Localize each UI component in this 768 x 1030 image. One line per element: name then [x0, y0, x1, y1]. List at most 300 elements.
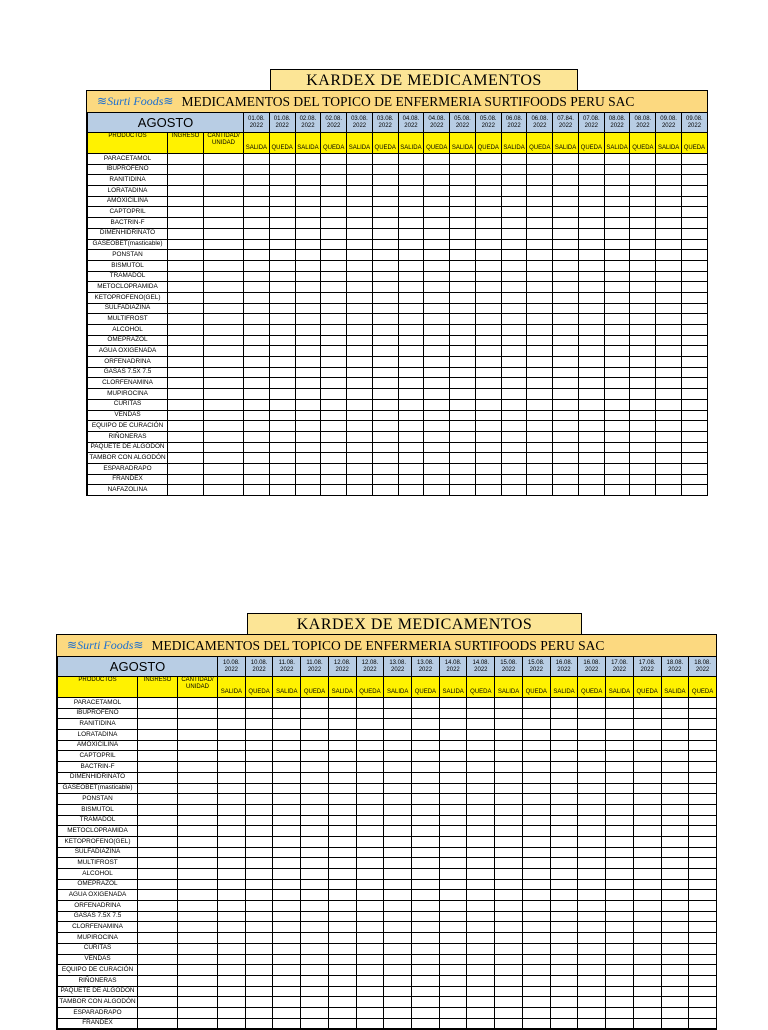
- entry-cell[interactable]: [606, 911, 634, 922]
- entry-cell[interactable]: [328, 975, 356, 986]
- entry-cell[interactable]: [356, 730, 384, 741]
- entry-cell[interactable]: [553, 218, 579, 229]
- entry-cell[interactable]: [656, 367, 682, 378]
- entry-cell[interactable]: [398, 175, 424, 186]
- entry-cell[interactable]: [661, 943, 689, 954]
- entry-cell[interactable]: [295, 485, 321, 496]
- entry-cell[interactable]: [245, 922, 273, 933]
- entry-cell[interactable]: [178, 1007, 218, 1018]
- entry-cell[interactable]: [553, 186, 579, 197]
- entry-cell[interactable]: [384, 858, 412, 869]
- entry-cell[interactable]: [682, 282, 708, 293]
- entry-cell[interactable]: [682, 431, 708, 442]
- entry-cell[interactable]: [328, 772, 356, 783]
- entry-cell[interactable]: [328, 858, 356, 869]
- entry-cell[interactable]: [439, 965, 467, 976]
- entry-cell[interactable]: [522, 847, 550, 858]
- entry-cell[interactable]: [295, 260, 321, 271]
- entry-cell[interactable]: [656, 357, 682, 368]
- entry-cell[interactable]: [578, 164, 604, 175]
- entry-cell[interactable]: [495, 847, 523, 858]
- entry-cell[interactable]: [424, 421, 450, 432]
- entry-cell[interactable]: [204, 239, 244, 250]
- entry-cell[interactable]: [328, 954, 356, 965]
- entry-cell[interactable]: [412, 933, 440, 944]
- entry-cell[interactable]: [178, 986, 218, 997]
- entry-cell[interactable]: [553, 421, 579, 432]
- entry-cell[interactable]: [273, 836, 301, 847]
- entry-cell[interactable]: [384, 1007, 412, 1018]
- entry-cell[interactable]: [301, 965, 329, 976]
- entry-cell[interactable]: [218, 922, 246, 933]
- entry-cell[interactable]: [467, 698, 495, 709]
- entry-cell[interactable]: [138, 847, 178, 858]
- entry-cell[interactable]: [269, 175, 295, 186]
- entry-cell[interactable]: [522, 890, 550, 901]
- entry-cell[interactable]: [656, 250, 682, 261]
- entry-cell[interactable]: [328, 1018, 356, 1029]
- entry-cell[interactable]: [269, 314, 295, 325]
- entry-cell[interactable]: [553, 282, 579, 293]
- entry-cell[interactable]: [633, 911, 661, 922]
- entry-cell[interactable]: [356, 901, 384, 912]
- entry-cell[interactable]: [522, 954, 550, 965]
- entry-cell[interactable]: [273, 762, 301, 773]
- entry-cell[interactable]: [347, 485, 373, 496]
- entry-cell[interactable]: [630, 346, 656, 357]
- entry-cell[interactable]: [439, 858, 467, 869]
- entry-cell[interactable]: [412, 922, 440, 933]
- entry-cell[interactable]: [301, 911, 329, 922]
- entry-cell[interactable]: [424, 218, 450, 229]
- entry-cell[interactable]: [501, 367, 527, 378]
- entry-cell[interactable]: [245, 975, 273, 986]
- entry-cell[interactable]: [356, 869, 384, 880]
- entry-cell[interactable]: [168, 271, 204, 282]
- entry-cell[interactable]: [553, 250, 579, 261]
- entry-cell[interactable]: [661, 975, 689, 986]
- entry-cell[interactable]: [245, 719, 273, 730]
- entry-cell[interactable]: [301, 943, 329, 954]
- entry-cell[interactable]: [245, 933, 273, 944]
- entry-cell[interactable]: [384, 826, 412, 837]
- entry-cell[interactable]: [347, 218, 373, 229]
- entry-cell[interactable]: [398, 218, 424, 229]
- entry-cell[interactable]: [321, 282, 347, 293]
- entry-cell[interactable]: [578, 751, 606, 762]
- entry-cell[interactable]: [295, 463, 321, 474]
- entry-cell[interactable]: [550, 1007, 578, 1018]
- entry-cell[interactable]: [527, 453, 553, 464]
- entry-cell[interactable]: [328, 869, 356, 880]
- entry-cell[interactable]: [630, 207, 656, 218]
- entry-cell[interactable]: [269, 474, 295, 485]
- entry-cell[interactable]: [578, 325, 604, 336]
- entry-cell[interactable]: [138, 783, 178, 794]
- entry-cell[interactable]: [633, 997, 661, 1008]
- entry-cell[interactable]: [439, 986, 467, 997]
- entry-cell[interactable]: [604, 282, 630, 293]
- entry-cell[interactable]: [604, 389, 630, 400]
- entry-cell[interactable]: [178, 740, 218, 751]
- entry-cell[interactable]: [527, 303, 553, 314]
- entry-cell[interactable]: [501, 431, 527, 442]
- entry-cell[interactable]: [245, 858, 273, 869]
- entry-cell[interactable]: [412, 762, 440, 773]
- entry-cell[interactable]: [384, 740, 412, 751]
- entry-cell[interactable]: [467, 943, 495, 954]
- entry-cell[interactable]: [412, 954, 440, 965]
- entry-cell[interactable]: [273, 911, 301, 922]
- entry-cell[interactable]: [347, 260, 373, 271]
- entry-cell[interactable]: [578, 879, 606, 890]
- entry-cell[interactable]: [550, 901, 578, 912]
- entry-cell[interactable]: [301, 772, 329, 783]
- entry-cell[interactable]: [689, 719, 717, 730]
- entry-cell[interactable]: [273, 698, 301, 709]
- entry-cell[interactable]: [295, 239, 321, 250]
- entry-cell[interactable]: [527, 399, 553, 410]
- entry-cell[interactable]: [138, 911, 178, 922]
- entry-cell[interactable]: [439, 740, 467, 751]
- entry-cell[interactable]: [527, 154, 553, 165]
- entry-cell[interactable]: [218, 762, 246, 773]
- entry-cell[interactable]: [656, 164, 682, 175]
- entry-cell[interactable]: [630, 292, 656, 303]
- entry-cell[interactable]: [424, 463, 450, 474]
- entry-cell[interactable]: [347, 378, 373, 389]
- entry-cell[interactable]: [138, 922, 178, 933]
- entry-cell[interactable]: [356, 933, 384, 944]
- entry-cell[interactable]: [550, 794, 578, 805]
- entry-cell[interactable]: [328, 965, 356, 976]
- entry-cell[interactable]: [553, 303, 579, 314]
- entry-cell[interactable]: [527, 410, 553, 421]
- entry-cell[interactable]: [347, 453, 373, 464]
- entry-cell[interactable]: [553, 196, 579, 207]
- entry-cell[interactable]: [384, 954, 412, 965]
- entry-cell[interactable]: [347, 431, 373, 442]
- entry-cell[interactable]: [178, 762, 218, 773]
- entry-cell[interactable]: [633, 922, 661, 933]
- entry-cell[interactable]: [450, 421, 476, 432]
- entry-cell[interactable]: [682, 357, 708, 368]
- entry-cell[interactable]: [244, 474, 270, 485]
- entry-cell[interactable]: [467, 708, 495, 719]
- entry-cell[interactable]: [295, 389, 321, 400]
- entry-cell[interactable]: [372, 357, 398, 368]
- entry-cell[interactable]: [578, 421, 604, 432]
- entry-cell[interactable]: [578, 943, 606, 954]
- entry-cell[interactable]: [347, 357, 373, 368]
- entry-cell[interactable]: [424, 335, 450, 346]
- entry-cell[interactable]: [244, 357, 270, 368]
- entry-cell[interactable]: [439, 997, 467, 1008]
- entry-cell[interactable]: [138, 1018, 178, 1029]
- entry-cell[interactable]: [204, 378, 244, 389]
- entry-cell[interactable]: [661, 762, 689, 773]
- entry-cell[interactable]: [682, 228, 708, 239]
- entry-cell[interactable]: [633, 933, 661, 944]
- entry-cell[interactable]: [273, 1007, 301, 1018]
- entry-cell[interactable]: [295, 154, 321, 165]
- entry-cell[interactable]: [553, 485, 579, 496]
- entry-cell[interactable]: [204, 367, 244, 378]
- entry-cell[interactable]: [689, 804, 717, 815]
- entry-cell[interactable]: [604, 239, 630, 250]
- entry-cell[interactable]: [269, 485, 295, 496]
- entry-cell[interactable]: [218, 751, 246, 762]
- entry-cell[interactable]: [604, 260, 630, 271]
- entry-cell[interactable]: [439, 730, 467, 741]
- entry-cell[interactable]: [295, 421, 321, 432]
- entry-cell[interactable]: [295, 431, 321, 442]
- entry-cell[interactable]: [606, 794, 634, 805]
- entry-cell[interactable]: [550, 847, 578, 858]
- entry-cell[interactable]: [633, 719, 661, 730]
- entry-cell[interactable]: [553, 207, 579, 218]
- entry-cell[interactable]: [501, 421, 527, 432]
- entry-cell[interactable]: [495, 826, 523, 837]
- entry-cell[interactable]: [321, 474, 347, 485]
- entry-cell[interactable]: [630, 250, 656, 261]
- entry-cell[interactable]: [661, 740, 689, 751]
- entry-cell[interactable]: [689, 965, 717, 976]
- entry-cell[interactable]: [578, 901, 606, 912]
- entry-cell[interactable]: [424, 271, 450, 282]
- entry-cell[interactable]: [475, 346, 501, 357]
- entry-cell[interactable]: [661, 879, 689, 890]
- entry-cell[interactable]: [204, 453, 244, 464]
- entry-cell[interactable]: [301, 1007, 329, 1018]
- entry-cell[interactable]: [550, 975, 578, 986]
- entry-cell[interactable]: [689, 975, 717, 986]
- entry-cell[interactable]: [495, 730, 523, 741]
- entry-cell[interactable]: [656, 474, 682, 485]
- entry-cell[interactable]: [578, 719, 606, 730]
- entry-cell[interactable]: [522, 1007, 550, 1018]
- entry-cell[interactable]: [218, 986, 246, 997]
- entry-cell[interactable]: [245, 943, 273, 954]
- entry-cell[interactable]: [630, 335, 656, 346]
- entry-cell[interactable]: [501, 357, 527, 368]
- entry-cell[interactable]: [301, 986, 329, 997]
- entry-cell[interactable]: [682, 378, 708, 389]
- entry-cell[interactable]: [245, 708, 273, 719]
- entry-cell[interactable]: [439, 847, 467, 858]
- entry-cell[interactable]: [467, 772, 495, 783]
- entry-cell[interactable]: [475, 175, 501, 186]
- entry-cell[interactable]: [467, 922, 495, 933]
- entry-cell[interactable]: [244, 485, 270, 496]
- entry-cell[interactable]: [244, 303, 270, 314]
- entry-cell[interactable]: [578, 378, 604, 389]
- entry-cell[interactable]: [204, 218, 244, 229]
- entry-cell[interactable]: [501, 196, 527, 207]
- entry-cell[interactable]: [269, 367, 295, 378]
- entry-cell[interactable]: [495, 783, 523, 794]
- entry-cell[interactable]: [384, 965, 412, 976]
- entry-cell[interactable]: [553, 228, 579, 239]
- entry-cell[interactable]: [467, 762, 495, 773]
- entry-cell[interactable]: [321, 399, 347, 410]
- entry-cell[interactable]: [578, 836, 606, 847]
- entry-cell[interactable]: [527, 207, 553, 218]
- entry-cell[interactable]: [450, 186, 476, 197]
- entry-cell[interactable]: [301, 794, 329, 805]
- entry-cell[interactable]: [245, 879, 273, 890]
- entry-cell[interactable]: [522, 933, 550, 944]
- entry-cell[interactable]: [522, 1018, 550, 1029]
- entry-cell[interactable]: [606, 965, 634, 976]
- entry-cell[interactable]: [550, 804, 578, 815]
- entry-cell[interactable]: [439, 890, 467, 901]
- entry-cell[interactable]: [328, 826, 356, 837]
- entry-cell[interactable]: [578, 740, 606, 751]
- entry-cell[interactable]: [372, 260, 398, 271]
- entry-cell[interactable]: [321, 260, 347, 271]
- entry-cell[interactable]: [578, 335, 604, 346]
- entry-cell[interactable]: [661, 858, 689, 869]
- entry-cell[interactable]: [321, 239, 347, 250]
- entry-cell[interactable]: [245, 954, 273, 965]
- entry-cell[interactable]: [244, 421, 270, 432]
- entry-cell[interactable]: [475, 485, 501, 496]
- entry-cell[interactable]: [689, 997, 717, 1008]
- entry-cell[interactable]: [301, 901, 329, 912]
- entry-cell[interactable]: [321, 378, 347, 389]
- entry-cell[interactable]: [522, 975, 550, 986]
- entry-cell[interactable]: [384, 869, 412, 880]
- entry-cell[interactable]: [661, 698, 689, 709]
- entry-cell[interactable]: [439, 954, 467, 965]
- entry-cell[interactable]: [578, 826, 606, 837]
- entry-cell[interactable]: [661, 794, 689, 805]
- entry-cell[interactable]: [295, 357, 321, 368]
- entry-cell[interactable]: [168, 335, 204, 346]
- entry-cell[interactable]: [269, 399, 295, 410]
- entry-cell[interactable]: [604, 367, 630, 378]
- entry-cell[interactable]: [273, 879, 301, 890]
- entry-cell[interactable]: [633, 847, 661, 858]
- entry-cell[interactable]: [301, 1018, 329, 1029]
- entry-cell[interactable]: [347, 303, 373, 314]
- entry-cell[interactable]: [439, 708, 467, 719]
- entry-cell[interactable]: [178, 879, 218, 890]
- entry-cell[interactable]: [495, 975, 523, 986]
- entry-cell[interactable]: [347, 239, 373, 250]
- entry-cell[interactable]: [578, 708, 606, 719]
- entry-cell[interactable]: [269, 346, 295, 357]
- entry-cell[interactable]: [689, 698, 717, 709]
- entry-cell[interactable]: [347, 250, 373, 261]
- entry-cell[interactable]: [328, 698, 356, 709]
- entry-cell[interactable]: [578, 260, 604, 271]
- entry-cell[interactable]: [424, 325, 450, 336]
- entry-cell[interactable]: [633, 826, 661, 837]
- entry-cell[interactable]: [244, 218, 270, 229]
- entry-cell[interactable]: [578, 954, 606, 965]
- entry-cell[interactable]: [630, 463, 656, 474]
- entry-cell[interactable]: [398, 474, 424, 485]
- entry-cell[interactable]: [661, 986, 689, 997]
- entry-cell[interactable]: [204, 357, 244, 368]
- entry-cell[interactable]: [630, 357, 656, 368]
- entry-cell[interactable]: [321, 367, 347, 378]
- entry-cell[interactable]: [450, 218, 476, 229]
- entry-cell[interactable]: [384, 719, 412, 730]
- entry-cell[interactable]: [682, 250, 708, 261]
- entry-cell[interactable]: [384, 890, 412, 901]
- entry-cell[interactable]: [682, 421, 708, 432]
- entry-cell[interactable]: [475, 218, 501, 229]
- entry-cell[interactable]: [328, 719, 356, 730]
- entry-cell[interactable]: [269, 260, 295, 271]
- entry-cell[interactable]: [178, 708, 218, 719]
- entry-cell[interactable]: [269, 463, 295, 474]
- entry-cell[interactable]: [522, 986, 550, 997]
- entry-cell[interactable]: [578, 804, 606, 815]
- entry-cell[interactable]: [553, 239, 579, 250]
- entry-cell[interactable]: [347, 196, 373, 207]
- entry-cell[interactable]: [384, 836, 412, 847]
- entry-cell[interactable]: [424, 346, 450, 357]
- entry-cell[interactable]: [328, 794, 356, 805]
- entry-cell[interactable]: [475, 239, 501, 250]
- entry-cell[interactable]: [138, 943, 178, 954]
- entry-cell[interactable]: [656, 453, 682, 464]
- entry-cell[interactable]: [168, 228, 204, 239]
- entry-cell[interactable]: [204, 164, 244, 175]
- entry-cell[interactable]: [328, 997, 356, 1008]
- entry-cell[interactable]: [204, 442, 244, 453]
- entry-cell[interactable]: [475, 228, 501, 239]
- entry-cell[interactable]: [467, 997, 495, 1008]
- entry-cell[interactable]: [604, 325, 630, 336]
- entry-cell[interactable]: [178, 815, 218, 826]
- entry-cell[interactable]: [495, 997, 523, 1008]
- entry-cell[interactable]: [138, 879, 178, 890]
- entry-cell[interactable]: [168, 282, 204, 293]
- entry-cell[interactable]: [606, 901, 634, 912]
- entry-cell[interactable]: [495, 986, 523, 997]
- entry-cell[interactable]: [661, 997, 689, 1008]
- entry-cell[interactable]: [656, 282, 682, 293]
- entry-cell[interactable]: [398, 154, 424, 165]
- entry-cell[interactable]: [578, 154, 604, 165]
- entry-cell[interactable]: [321, 196, 347, 207]
- entry-cell[interactable]: [424, 357, 450, 368]
- entry-cell[interactable]: [424, 453, 450, 464]
- entry-cell[interactable]: [301, 730, 329, 741]
- entry-cell[interactable]: [273, 965, 301, 976]
- entry-cell[interactable]: [604, 453, 630, 464]
- entry-cell[interactable]: [450, 196, 476, 207]
- entry-cell[interactable]: [527, 186, 553, 197]
- entry-cell[interactable]: [656, 239, 682, 250]
- entry-cell[interactable]: [347, 463, 373, 474]
- entry-cell[interactable]: [347, 442, 373, 453]
- entry-cell[interactable]: [295, 207, 321, 218]
- entry-cell[interactable]: [424, 154, 450, 165]
- entry-cell[interactable]: [301, 858, 329, 869]
- entry-cell[interactable]: [550, 719, 578, 730]
- entry-cell[interactable]: [168, 367, 204, 378]
- entry-cell[interactable]: [522, 922, 550, 933]
- entry-cell[interactable]: [398, 282, 424, 293]
- entry-cell[interactable]: [467, 815, 495, 826]
- entry-cell[interactable]: [168, 442, 204, 453]
